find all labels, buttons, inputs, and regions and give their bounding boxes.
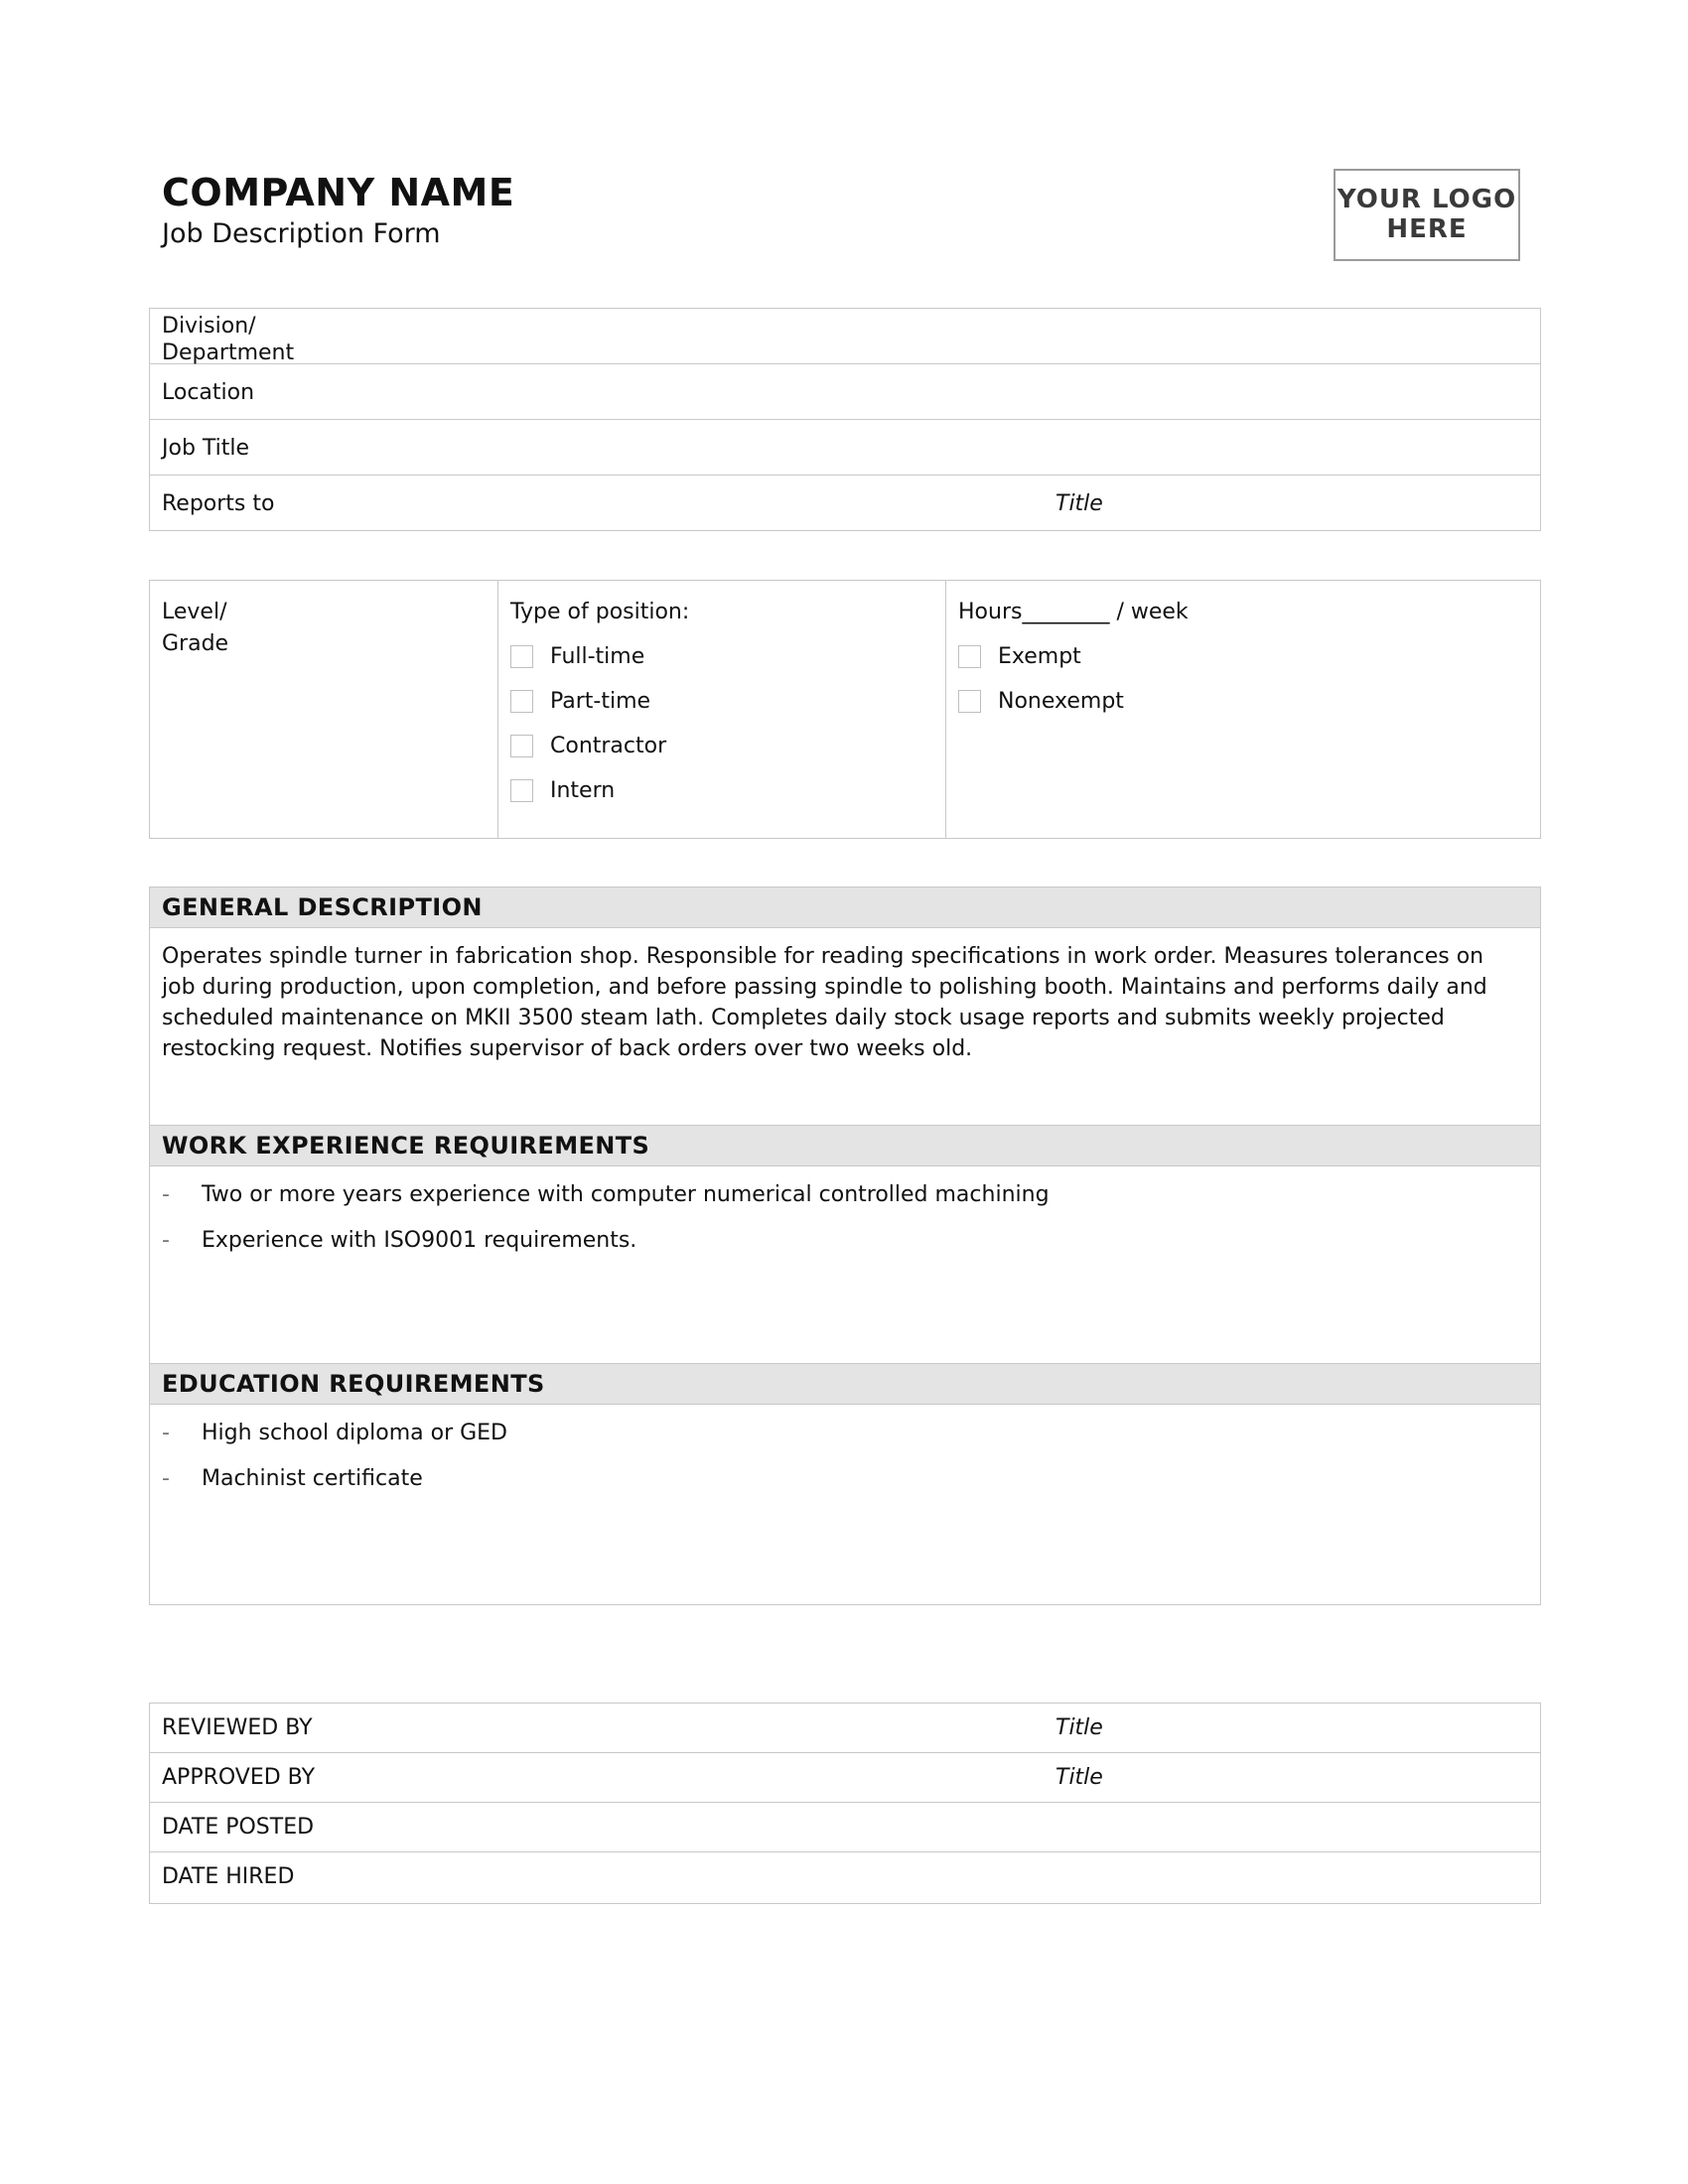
logo-placeholder bbox=[1334, 169, 1520, 261]
level-grade-label: Level/ Grade bbox=[162, 600, 229, 656]
dash-bullet-icon: - bbox=[162, 1182, 170, 1207]
full-time-label: Full-time bbox=[550, 643, 645, 669]
date-posted-label: DATE POSTED bbox=[162, 1815, 315, 1840]
date-hired-label: DATE HIRED bbox=[162, 1864, 295, 1889]
approved-by-label: APPROVED BY bbox=[162, 1765, 316, 1790]
location-row[interactable] bbox=[150, 364, 1540, 420]
intern-label: Intern bbox=[550, 777, 616, 803]
division-label: Division/ Department bbox=[162, 314, 295, 365]
form-title: Job Description Form bbox=[162, 217, 441, 249]
level-grade-cell[interactable] bbox=[150, 581, 498, 838]
list-item bbox=[150, 1463, 1540, 1495]
general-description-text: Operates spindle turner in fabrication shop. Responsible for reading specifications in work order. Measures tolerances on job during production, upon completion, and before passing spindle to polishing booth. Maintains and performs daily and scheduled maintenance on MKII 3500 steam lath. Completes daily stock usage reports and submits weekly projected restocking request. Notifies supervisor of back orders over two weeks old. bbox=[162, 944, 1487, 1061]
list-item bbox=[150, 1225, 1540, 1257]
general-description-heading: GENERAL DESCRIPTION bbox=[150, 887, 1540, 928]
work-experience-body[interactable] bbox=[150, 1166, 1540, 1364]
date-hired-row[interactable] bbox=[150, 1852, 1540, 1902]
job-title-row[interactable] bbox=[150, 420, 1540, 476]
position-type-label: Type of position: bbox=[510, 600, 690, 624]
option-exempt[interactable] bbox=[958, 640, 1081, 672]
dash-bullet-icon: - bbox=[162, 1228, 170, 1253]
option-nonexempt[interactable] bbox=[958, 685, 1124, 717]
list-item-text: Machinist certificate bbox=[202, 1466, 423, 1491]
option-full-time[interactable] bbox=[510, 640, 644, 672]
intern-checkbox[interactable] bbox=[510, 779, 533, 802]
logo-text: YOUR LOGO HERE bbox=[1336, 184, 1517, 244]
location-label: Location bbox=[162, 380, 255, 405]
position-type-cell bbox=[498, 581, 946, 838]
part-time-checkbox[interactable] bbox=[510, 690, 533, 713]
contractor-checkbox[interactable] bbox=[510, 735, 533, 757]
reports-to-label: Reports to bbox=[162, 491, 275, 516]
list-item bbox=[150, 1418, 1540, 1449]
reports-to-row[interactable] bbox=[150, 476, 1540, 531]
approved-by-row[interactable] bbox=[150, 1753, 1540, 1803]
reviewed-by-label: REVIEWED BY bbox=[162, 1715, 313, 1740]
work-experience-heading: WORK EXPERIENCE REQUIREMENTS bbox=[150, 1126, 1540, 1166]
hours-per-week-label[interactable]: Hours________ / week bbox=[958, 600, 1189, 624]
list-item-text: Experience with ISO9001 requirements. bbox=[202, 1228, 637, 1253]
description-sections bbox=[149, 887, 1541, 1605]
hours-cell bbox=[946, 581, 1540, 838]
contractor-label: Contractor bbox=[550, 733, 667, 758]
full-time-checkbox[interactable] bbox=[510, 645, 533, 668]
list-item-text: Two or more years experience with computer numerical controlled machining bbox=[202, 1182, 1050, 1207]
option-part-time[interactable] bbox=[510, 685, 650, 717]
reviewed-by-row[interactable] bbox=[150, 1704, 1540, 1753]
job-title-label: Job Title bbox=[162, 436, 250, 461]
job-info-table bbox=[149, 308, 1541, 531]
approved-by-title-label: Title bbox=[1055, 1765, 1103, 1790]
company-name: COMPANY NAME bbox=[162, 171, 515, 214]
education-list bbox=[150, 1405, 1540, 1495]
nonexempt-label: Nonexempt bbox=[998, 688, 1124, 714]
option-intern[interactable] bbox=[510, 774, 615, 806]
part-time-label: Part-time bbox=[550, 688, 651, 714]
reports-to-title-label: Title bbox=[1055, 491, 1103, 516]
dash-bullet-icon: - bbox=[162, 1466, 170, 1491]
reviewed-by-title-label: Title bbox=[1055, 1715, 1103, 1740]
education-heading: EDUCATION REQUIREMENTS bbox=[150, 1364, 1540, 1405]
education-body[interactable] bbox=[150, 1405, 1540, 1600]
page-header bbox=[162, 173, 514, 249]
option-contractor[interactable] bbox=[510, 730, 666, 761]
dash-bullet-icon: - bbox=[162, 1421, 170, 1445]
list-item bbox=[150, 1179, 1540, 1211]
division-row[interactable] bbox=[150, 309, 1540, 364]
exempt-checkbox[interactable] bbox=[958, 645, 981, 668]
review-table bbox=[149, 1703, 1541, 1904]
general-description-body[interactable] bbox=[150, 928, 1540, 1126]
date-posted-row[interactable] bbox=[150, 1803, 1540, 1852]
exempt-label: Exempt bbox=[998, 643, 1081, 669]
list-item-text: High school diploma or GED bbox=[202, 1421, 507, 1445]
work-experience-list bbox=[150, 1166, 1540, 1257]
nonexempt-checkbox[interactable] bbox=[958, 690, 981, 713]
position-table bbox=[149, 580, 1541, 839]
